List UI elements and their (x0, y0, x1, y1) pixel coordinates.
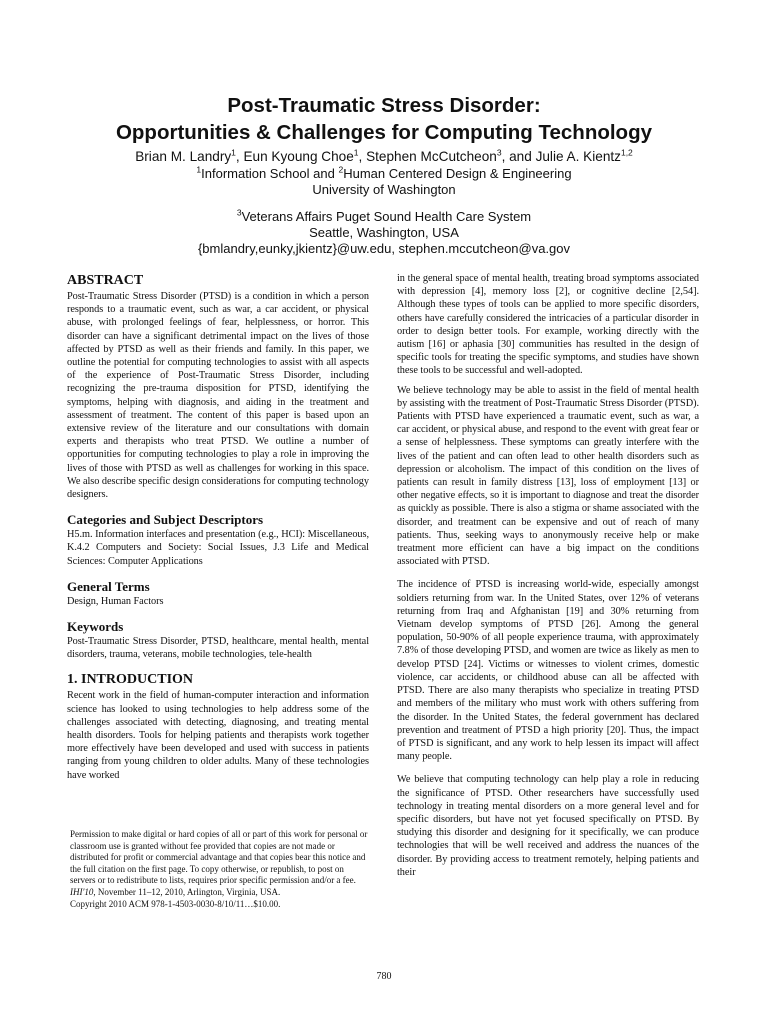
categories-heading: Categories and Subject Descriptors (67, 512, 264, 528)
affiliation-sup: 2 (338, 164, 344, 175)
author-affiliation-sup: 1 (353, 147, 359, 158)
copyright-line: Copyright 2010 ACM 978-1-4503-0030-8/10/11…$10.00. (70, 898, 281, 909)
general-terms-heading: General Terms (67, 578, 150, 594)
affiliation-hcde: Human Centered Design & Engineering (343, 166, 572, 181)
author-name: Brian M. Landry (135, 149, 232, 164)
paper-title-line-1: Post-Traumatic Stress Disorder: (227, 94, 541, 117)
body-paragraph: in the general space of mental health, treating broad symptoms associated with depression [4], memory loss [2], or cognitive decline [2,54]. Although these types of tools can be applied to more specific disorders, others have carefully considered the intricacies of a particular disorder in order to design better tools. For example, working directly with the autism [16] or aphasia [30] communities has resulted in the design of specific tools for treating the specific symptoms, and studies have shown these tools to be successful and well-adopted. (397, 273, 699, 377)
venue-abbr: IHI'10 (70, 886, 94, 897)
author-list (0, 148, 768, 166)
body-paragraph: We believe that computing technology can help play a role in reducing the significance of PTSD. Other researchers have successfully used technology in treating mental disorders on a more general level and for specific disorders, but have not yet focused specifically on PTSD. By studying this disorder and designing for it specifically, we can produce technologies that will be well received and address the nuances of the disorder. By providing access to treatment remotely, helping patients and their (397, 774, 699, 878)
affiliation-sup: 3 (236, 207, 242, 218)
keywords-heading: Keywords (67, 619, 124, 635)
author-emails: {bmlandry,eunky,jkientz}@uw.edu, stephen.mccutcheon@va.gov (197, 241, 571, 256)
affiliation-city: Seattle, Washington, USA (309, 225, 459, 240)
abstract-heading: ABSTRACT (67, 273, 144, 288)
affiliation-va: Veterans Affairs Puget Sound Health Care System (241, 209, 532, 224)
permission-block (70, 829, 370, 910)
author-separator: , (235, 149, 244, 164)
affiliation-sup: 1 (196, 164, 202, 175)
affiliation-va-line (0, 209, 768, 225)
author-separator: , and (501, 149, 536, 164)
author-affiliation-sup: 1 (231, 147, 236, 158)
permission-text: Permission to make digital or hard copies of all or part of this work for personal or classroom use is granted without fee provided that copies are not made or distributed for profit or commercial advantage and that copies bear this notice and the full citation on the first page. To copy otherwise, or republish, to post on servers or to redistribute to lists, requires prior specific permission and/or a fee. (70, 829, 368, 886)
keywords-text: Post-Traumatic Stress Disorder, PTSD, healthcare, mental health, mental disorders, trauma, veterans, mobile technologies, tele-health (67, 636, 369, 661)
author-separator: , (358, 149, 367, 164)
right-column (397, 272, 699, 879)
general-terms-text: Design, Human Factors (67, 595, 164, 607)
affiliation-ischool: Information School and (201, 166, 339, 181)
page-number: 780 (376, 971, 392, 982)
body-paragraph: The incidence of PTSD is increasing world-wide, especially amongst soldiers returning from war. In the United States, over 12% of veterans returning from Iraq and Afghanistan [19] and 30% returning from Vietnam develop symptoms of PTSD [26]. Among the general population, 50-90% of all people experience trauma, with approximately 7.8% of those developing PTSD, and women are twice as likely as men to develop PTSD [24]. Victims or witnesses to violent crimes, domestic violence, car accidents, or childhood abuse can all be affected with PTSD. There are also many therapists who specialize in treating PTSD and members of the military who must work with others suffering from the disorder. In the United States, the federal government has declared prevention and treatment of PTSD a high priority [20]. Thus, the impact of PTSD is significant, and any work to help lessen its impact will affect many people. (397, 579, 699, 763)
paper-title-line-2: Opportunities & Challenges for Computing Technology (115, 121, 653, 144)
title-block (0, 92, 768, 257)
author-affiliation-sup: 1,2 (620, 147, 633, 158)
affiliation-university: University of Washington (312, 182, 456, 197)
categories-text: H5.m. Information interfaces and presentation (e.g., HCI): Miscellaneous, K.4.2 Computers and Society: Social Issues, J.3 Life and Medical Sciences: Computer Applications (67, 529, 369, 567)
author-name: Eun Kyoung Choe (243, 149, 354, 164)
affiliation-uw-line (0, 166, 768, 182)
venue-rest: , November 11–12, 2010, Arlington, Virginia, USA. (93, 886, 281, 897)
introduction-heading: 1. INTRODUCTION (67, 672, 194, 688)
left-column (67, 272, 369, 782)
author-name: Julie A. Kientz (535, 149, 621, 164)
body-paragraph: We believe technology may be able to assist in the field of mental health by assisting with the treatment of Post-Traumatic Stress Disorder (PTSD). Patients with PTSD have experienced a traumatic event, such as war, a car accident, or physical abuse, and respond to the event with great fear or a sense of helplessness. These symptoms can greatly interfere with the lives of the patient and can often lead to other health disorders such as depression or alcoholism. The impact of this condition on the lives of patients can result in family distress [13], loss of employment [13] or other negative effects, so it is important to diagnose and treat the disorder as quickly as possible. There is also a stigma or shame associated with the disorder, and treatment can be expensive and out of reach of many patients. Thus, seeking ways to anonymously receive help or make treatment more efficient can have a big impact on the conditions associated with PTSD. (397, 384, 699, 568)
author-affiliation-sup: 3 (496, 147, 502, 158)
venue-line (70, 887, 370, 899)
introduction-text: Recent work in the field of human-computer interaction and information science has looked to using technologies to help address some of the challenges associated with detecting, diagnosing, and treating mental health disorders. Tools for helping patients and therapists work together more effectively have been developed and used with success in patients ranging from young children to older adults. Many of these technologies have worked (67, 690, 369, 781)
author-name: Stephen McCutcheon (366, 149, 497, 164)
abstract-text: Post-Traumatic Stress Disorder (PTSD) is a condition in which a person responds to a traumatic event, such as war, a car accident, or physical abuse, with prolonged feelings of fear, helplessness, or horror. This disorder can have a significant detrimental impact on the lives of those affected by PTSD as well as their friends and family. In this paper, we outline the potential for computing technologies to assist with all aspects of the experience of Post-Traumatic Stress Disorder, including recognizing the pre-trauma disposition for PTSD, identifying the symptoms, helping with diagnosis, and aiding in the treatment and assessment of treatment. The content of this paper is based upon an extensive review of the literature and our consultations with domain experts and therapists who treat PTSD. We outline a number of opportunities for computing technologies to play a role in improving the lives of those with PTSD as well as challenges for working in this space. We also describe specific design considerations for computing technology designers. (67, 291, 369, 501)
